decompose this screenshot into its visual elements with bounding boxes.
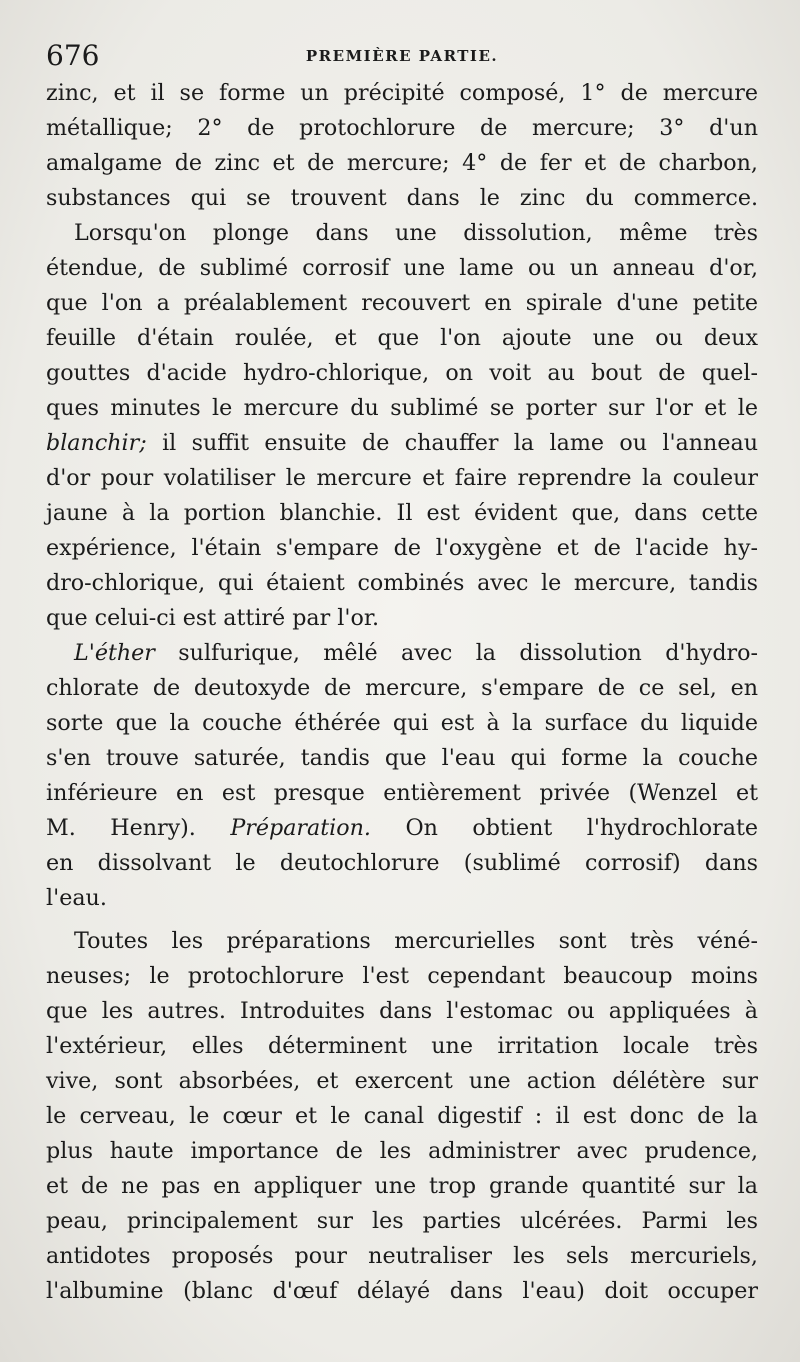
- text-line: plus haute importance de les administrer avec prudence,: [46, 1138, 758, 1164]
- text-line: l'albumine (blanc d'œuf délayé dans l'eau) doit occuper: [46, 1278, 758, 1304]
- text-line: M. Henry). Préparation. On obtient l'hydrochlorate: [46, 815, 758, 841]
- text-line: métallique; 2° de protochlorure de mercure; 3° d'un: [46, 115, 758, 141]
- text-line: chlorate de deutoxyde de mercure, s'empare de ce sel, en: [46, 675, 758, 701]
- text-line: l'eau.: [46, 885, 107, 911]
- italic-term: blanchir;: [46, 430, 147, 456]
- text-line: sorte que la couche éthérée qui est à la surface du liquide: [46, 710, 758, 736]
- text-line: amalgame de zinc et de mercure; 4° de fer et de charbon,: [46, 150, 758, 176]
- paragraph: [46, 636, 758, 916]
- text-line: dro-chlorique, qui étaient combinés avec le mercure, tandis: [46, 570, 758, 596]
- text-line: antidotes proposés pour neutraliser les sels mercuriels,: [46, 1243, 758, 1269]
- text-line: blanchir; il suffit ensuite de chauffer la lame ou l'anneau: [46, 430, 758, 456]
- text-line: ques minutes le mercure du sublimé se porter sur l'or et le: [46, 395, 758, 421]
- text-line: que les autres. Introduites dans l'estomac ou appliquées à: [46, 998, 758, 1024]
- text-line: inférieure en est presque entièrement privée (Wenzel et: [46, 780, 758, 806]
- text-line: feuille d'étain roulée, et que l'on ajoute une ou deux: [46, 325, 758, 351]
- running-title: PREMIÈRE PARTIE.: [305, 47, 499, 65]
- text-line: Lorsqu'on plonge dans une dissolution, même très: [74, 220, 758, 246]
- paragraph: [46, 76, 758, 216]
- text-line: étendue, de sublimé corrosif une lame ou un anneau d'or,: [46, 255, 758, 281]
- page-header: [46, 36, 758, 76]
- paragraph: [46, 924, 758, 1309]
- text-line: s'en trouve saturée, tandis que l'eau qui forme la couche: [46, 745, 758, 771]
- page-number: 676: [46, 39, 100, 72]
- text-line: l'extérieur, elles déterminent une irritation locale très: [46, 1033, 758, 1059]
- text-line: le cerveau, le cœur et le canal digestif : il est donc de la: [46, 1103, 758, 1129]
- text-line: que celui-ci est attiré par l'or.: [46, 605, 380, 631]
- paragraph-gap: [46, 916, 758, 924]
- italic-term: L'éther: [74, 640, 155, 666]
- text-line: neuses; le protochlorure l'est cependant beaucoup moins: [46, 963, 758, 989]
- text-line: gouttes d'acide hydro-chlorique, on voit au bout de quel-: [46, 360, 758, 386]
- text-line: expérience, l'étain s'empare de l'oxygène et de l'acide hy-: [46, 535, 758, 561]
- text-line: peau, principalement sur les parties ulcérées. Parmi les: [46, 1208, 758, 1234]
- text-line: et de ne pas en appliquer une trop grande quantité sur la: [46, 1173, 758, 1199]
- text-line: en dissolvant le deutochlorure (sublimé corrosif) dans: [46, 850, 758, 876]
- text-line: Toutes les préparations mercurielles sont très véné-: [74, 928, 758, 954]
- text-line: jaune à la portion blanchie. Il est évident que, dans cette: [46, 500, 758, 526]
- text-line: substances qui se trouvent dans le zinc du commerce.: [46, 185, 758, 211]
- text-line: que l'on a préalablement recouvert en spirale d'une petite: [46, 290, 758, 316]
- italic-term: Préparation.: [230, 815, 371, 841]
- paragraph: [46, 216, 758, 636]
- text-line: L'éther sulfurique, mêlé avec la dissolution d'hydro-: [74, 640, 758, 666]
- text-line: vive, sont absorbées, et exercent une action délétère sur: [46, 1068, 758, 1094]
- text-line: zinc, et il se forme un précipité composé, 1° de mercure: [46, 80, 758, 106]
- body-text: [46, 76, 758, 1309]
- text-line: d'or pour volatiliser le mercure et faire reprendre la couleur: [46, 465, 758, 491]
